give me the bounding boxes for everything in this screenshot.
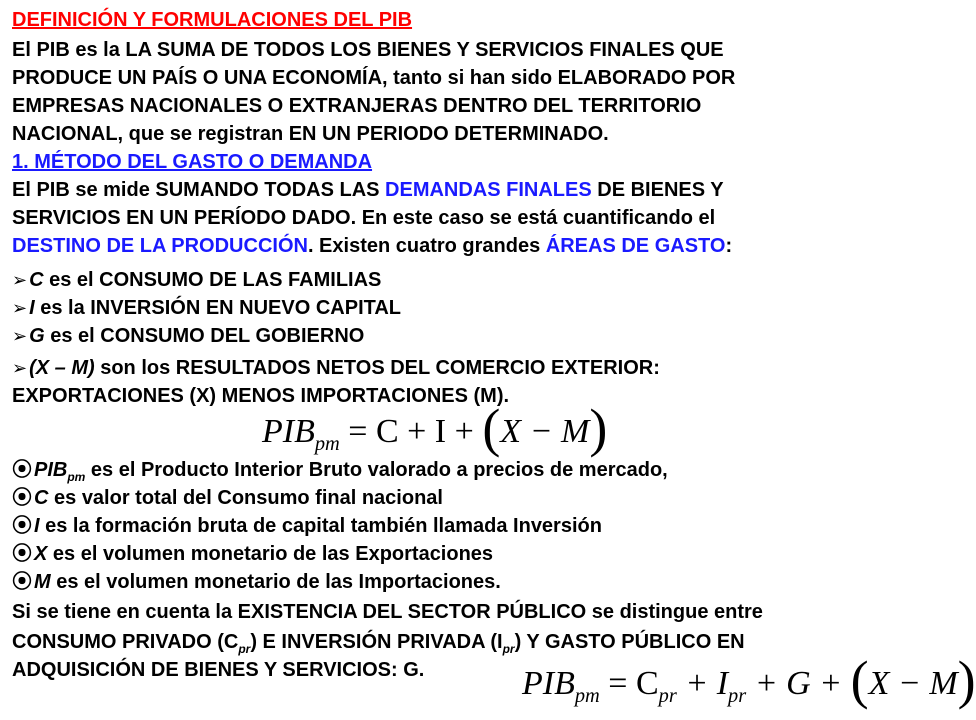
arrow-bullet-icon: ➢ [12,358,28,378]
formula-term: PIB [262,413,315,450]
public-subscript: pr [238,642,251,656]
arrow-item [12,354,660,382]
public-subscript: pr [502,642,515,656]
circle-dot-bullet-icon: ⦿ [12,459,32,481]
arrow-item [12,294,401,322]
arrow-item-symbol: (X – M) [29,357,95,379]
arrow-item-symbol: I [29,297,35,319]
formula-paren: ( [482,398,501,458]
method-line-2: SERVICIOS EN UN PERÍODO DADO. En este caso se está cuantificando el [12,207,716,229]
bullet-symbol: M [34,571,51,593]
formula-term: + I [676,665,729,702]
public-text: ) E INVERSIÓN PRIVADA (I [250,631,503,653]
bullet-subscript: pm [67,470,86,484]
circle-dot-bullet-icon: ⦿ [12,487,32,509]
intro-line-1: El PIB es la LA SUMA DE TODOS LOS BIENES Y SERVICIOS FINALES QUE [12,39,724,61]
method-text: : [725,235,733,257]
formula-pib-public [522,650,976,718]
bullet-symbol: PIB [34,459,68,481]
arrow-item-text: es la INVERSIÓN EN NUEVO CAPITAL [34,297,402,319]
formula-paren: ) [589,398,608,458]
bullet-text: es el volumen monetario de las Importaciones. [50,571,501,593]
arrow-item-symbol: G [29,325,45,347]
arrow-item [12,266,381,294]
formula-term: = C [599,665,659,702]
arrow-item-text: son los RESULTADOS NETOS DEL COMERCIO EXTERIOR: [94,357,660,379]
bullet-text: es valor total del Consumo final nacional [48,487,443,509]
circle-dot-bullet-icon: ⦿ [12,543,32,565]
bullet-text: es el Producto Interior Bruto valorado a precios de mercado, [85,459,668,481]
formula-term: X − M [500,413,590,450]
method-text: DE BIENES Y [591,179,724,201]
formula-subscript: pm [574,684,600,707]
intro-line-3: EMPRESAS NACIONALES O EXTRANJERAS DENTRO DEL TERRITORIO [12,95,702,117]
bullet-text: es la formación bruta de capital también llamada Inversión [39,515,602,537]
formula-subscript: pm [314,432,340,455]
formula-paren: ) [957,650,976,710]
bullet-symbol: X [34,543,48,565]
bullet-symbol: C [34,487,49,509]
formula-subscript: pr [658,684,677,707]
bullet-text: es el volumen monetario de las Exportaciones [47,543,494,565]
bullet-symbol: I [34,515,40,537]
public-sector-line-1: Si se tiene en cuenta la EXISTENCIA DEL SECTOR PÚBLICO se distingue entre [12,601,763,623]
circle-dot-bullet-icon: ⦿ [12,515,32,537]
public-text: ) Y GASTO PÚBLICO EN [514,631,745,653]
arrow-bullet-icon: ➢ [12,298,28,318]
formula-term: PIB [522,665,575,702]
demandas-finales-highlight: DEMANDAS FINALES [385,179,592,201]
arrow-bullet-icon: ➢ [12,270,28,290]
arrow-item [12,322,364,350]
destino-highlight: DESTINO DE LA PRODUCCIÓN [12,235,308,257]
formula-subscript: pr [728,684,747,707]
arrow-item-text: es el CONSUMO DE LAS FAMILIAS [43,269,382,291]
arrow-item-symbol: C [29,269,44,291]
definition-bullet [12,568,501,596]
method-heading: 1. MÉTODO DEL GASTO O DEMANDA [12,151,373,173]
areas-gasto-highlight: ÁREAS DE GASTO [545,235,726,257]
formula-term: = C + I + [339,413,483,450]
definition-bullet [12,540,493,568]
method-line-3 [12,232,732,260]
method-line-1 [12,176,724,204]
intro-line-2: PRODUCE UN PAÍS O UNA ECONOMÍA, tanto si han sido ELABORADO POR [12,67,736,89]
arrow-item-text: es el CONSUMO DEL GOBIERNO [44,325,365,347]
circle-dot-bullet-icon: ⦿ [12,571,32,593]
formula-term: + G + [746,665,851,702]
arrow-bullet-icon: ➢ [12,326,28,346]
public-sector-line-3: ADQUISICIÓN DE BIENES Y SERVICIOS: G. [12,659,425,681]
public-text: CONSUMO PRIVADO (C [12,631,239,653]
definition-bullet [12,484,443,512]
intro-line-4: NACIONAL, que se registran EN UN PERIODO DETERMINADO. [12,123,609,145]
formula-paren: ( [850,650,869,710]
method-text: . Existen cuatro grandes [307,235,546,257]
slide-heading: DEFINICIÓN Y FORMULACIONES DEL PIB [12,9,413,31]
exports-line: EXPORTACIONES (X) MENOS IMPORTACIONES (M). [12,385,510,407]
definition-bullet [12,512,602,540]
formula-term: X − M [868,665,958,702]
method-text: El PIB se mide SUMANDO TODAS LAS [12,179,386,201]
